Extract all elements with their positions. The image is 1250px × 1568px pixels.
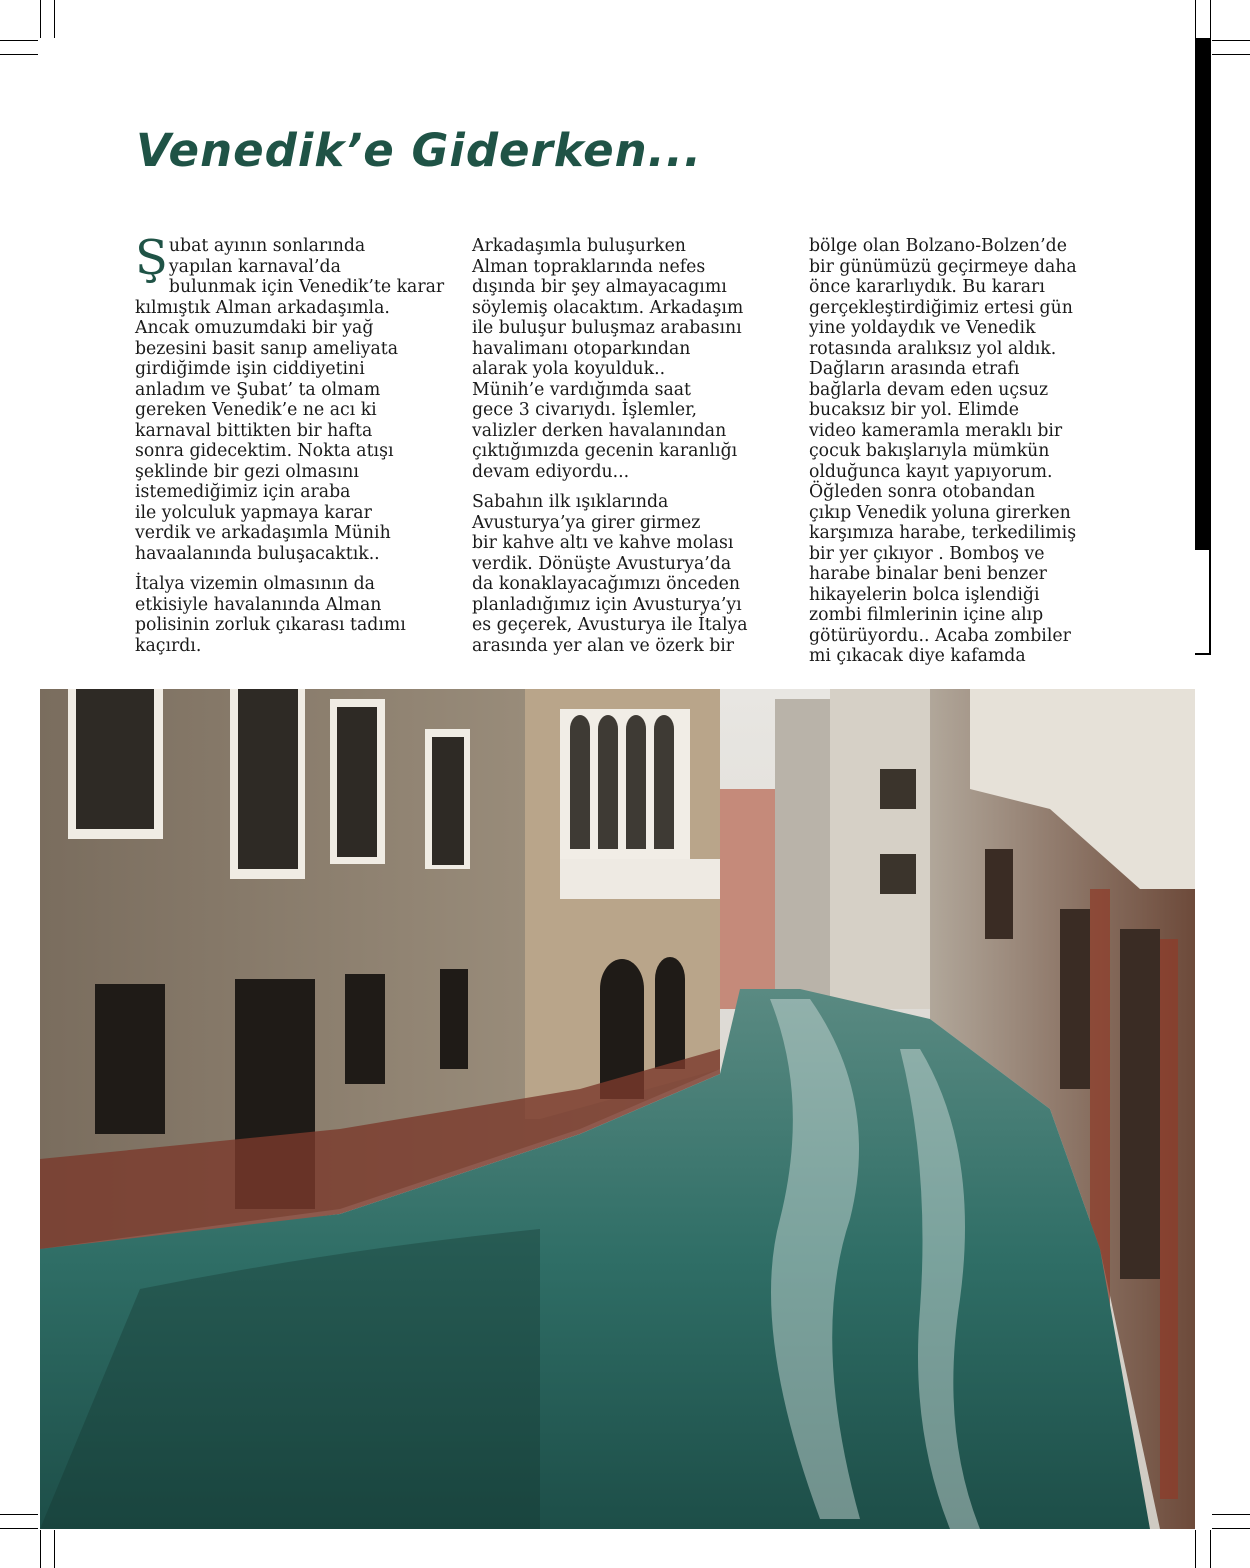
article-title: Venedik’e Giderken...	[136, 124, 702, 177]
crop-mark	[40, 0, 41, 38]
crop-mark	[1212, 1528, 1250, 1529]
crop-mark	[40, 1530, 41, 1568]
crop-mark	[0, 1528, 38, 1529]
canal-illustration	[40, 689, 1195, 1529]
crop-mark	[1210, 1530, 1211, 1568]
crop-mark	[1212, 1514, 1250, 1515]
paragraph-text: ubat ayının sonlarında yapılan karnaval’da bulunmak için Venedik’te karar kılmıştık Alman arkadaşımla. Ancak omuzumdaki bir yağ bezesini basit sanıp ameliyata girdiğimde işin ciddiyetini anladım ve Şubat’ ta olmam gereken Venedik’e ne acı ki karnaval bittikten bir hafta sonra gidecektim. Nokta atışı şeklinde bir gezi olmasını istemediğimiz için araba ile yolculuk yapmaya karar verdik ve arkadaşımla Münih havaalanında buluşacaktık..	[135, 236, 445, 564]
crop-mark	[1195, 0, 1196, 38]
drop-cap: Ş	[135, 230, 168, 286]
paragraph: bölge olan Bolzano-Bolzen’de bir günümüzü geçirmeye daha önce kararlıydık. Bu kararı gerçekleştirdiğimiz ertesi gün yine yoldaydık ve Venedik rotasında aralıksız yol aldık. Dağların arasında etrafı bağlarla devam eden uçsuz bucaksız bir yol. Elimde video kameramla meraklı bir çocuk bakışlarıyla mümkün olduğunca kayıt yapıyorum. Öğleden sonra otobandan çıkıp Venedik yoluna girerken karşımıza harabe, terkedilimiş bir yer çıkıyor . Bomboş ve harabe binalar beni benzer hikayelerin bolca işlendiği zombi filmlerinin içine alıp götürüyordu.. Acaba zombiler mi çıkacak diye kafamda	[809, 236, 1077, 666]
crop-mark	[0, 1514, 38, 1515]
article-column-1	[135, 230, 445, 666]
side-bar	[1195, 38, 1211, 550]
crop-mark	[1210, 0, 1211, 38]
crop-mark	[0, 54, 38, 55]
paragraph: Sabahın ilk ışıklarında Avusturya’ya girer girmez bir kahve altı ve kahve molası verdik. Dönüşte Avusturya’da da konaklayacağımızı önceden planladığımız için Avusturya’yı es geçerek, Avusturya ile İtalya arasında yer alan ve özerk bir	[472, 492, 748, 656]
article-column-3	[809, 236, 1127, 677]
crop-mark	[1195, 1530, 1196, 1568]
crop-mark	[1212, 40, 1250, 41]
side-rule	[1209, 548, 1211, 654]
crop-mark	[54, 0, 55, 38]
paragraph: İtalya vizemin olmasının da etkisiyle havalanında Alman polisinin zorluk çıkarası tadımı kaçırdı.	[135, 574, 406, 656]
paragraph	[135, 230, 445, 564]
crop-mark	[0, 40, 38, 41]
side-rule-foot	[1195, 653, 1211, 655]
crop-mark	[54, 1530, 55, 1568]
crop-mark	[1212, 54, 1250, 55]
paragraph: Arkadaşımla buluşurken Alman topraklarında nefes dışında bir şey almayacagımı söylemiş olacaktım. Arkadaşım ile buluşur buluşmaz arabasını havalimanı otoparkından alarak yola koyulduk.. Münih’e vardığımda saat gece 3 civarıydı. İşlemler, valizler derken havalanından çıktığımızda gecenin karanlığı devam ediyordu...	[472, 236, 744, 482]
article-column-2	[472, 236, 782, 666]
venice-canal-photo	[40, 689, 1195, 1529]
